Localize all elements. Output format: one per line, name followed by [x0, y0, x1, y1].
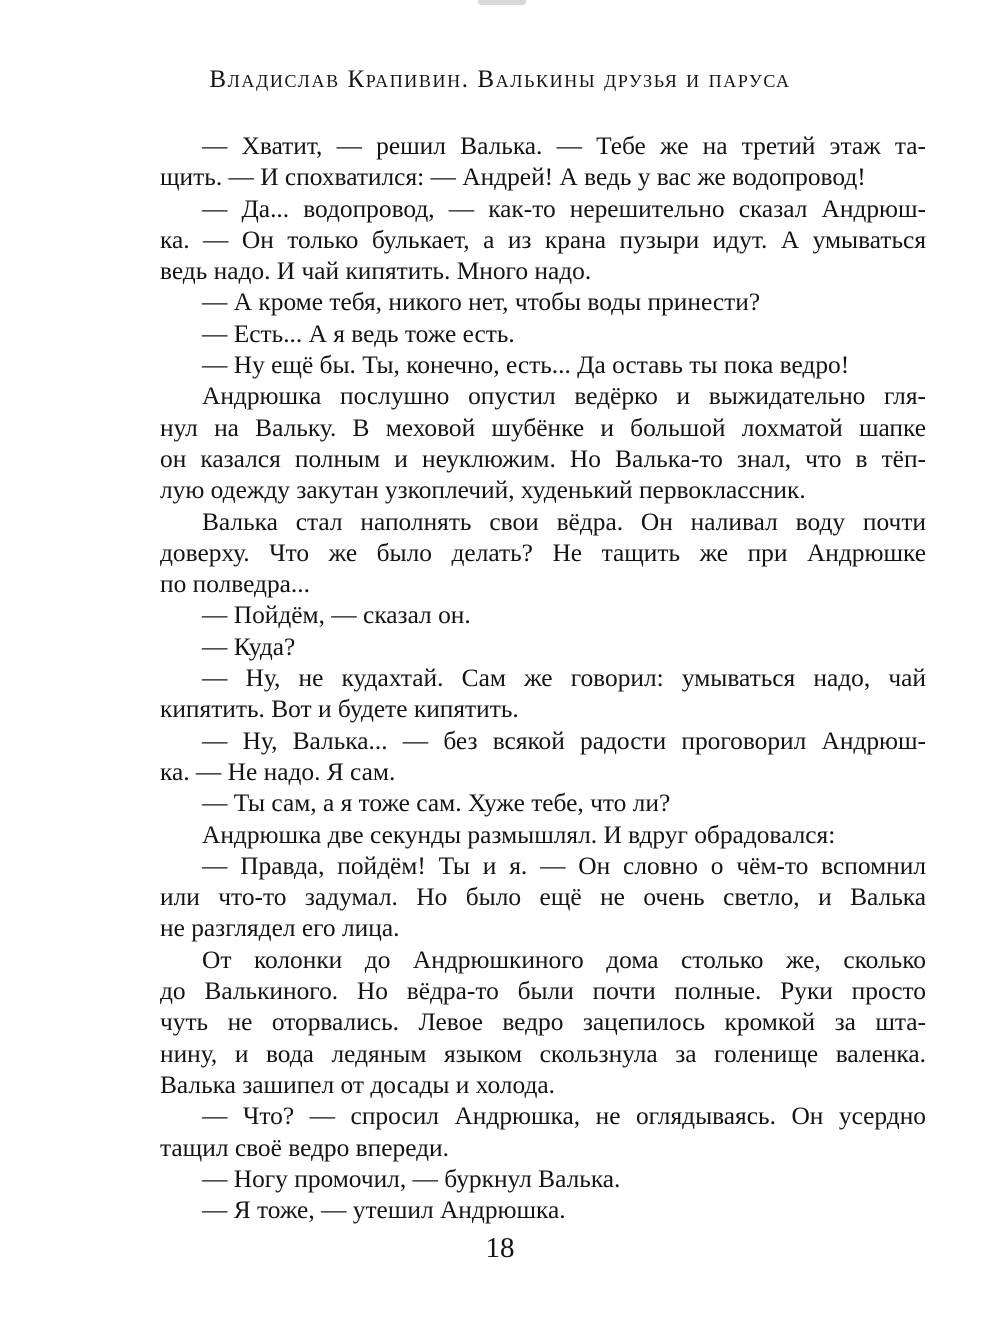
- text-line: ка. — Он только булькает, а из крана пузыри идут. А умываться: [160, 225, 926, 254]
- text-line: лую одежду закутан узкоплечий, худенький первоклассник.: [160, 476, 806, 505]
- text-line: — Пойдём, — сказал он.: [202, 601, 471, 630]
- text-line: От колонки до Андрюшкиного дома столько же, сколько: [202, 945, 926, 974]
- text-line: ка. — Не надо. Я сам.: [160, 757, 396, 786]
- text-line: — Правда, пойдём! Ты и я. — Он словно о чём-то вспомнил: [202, 851, 926, 880]
- text-line: не разглядел его лица.: [160, 914, 400, 943]
- text-line: до Валькиного. Но вёдра-то были почти полные. Руки просто: [160, 977, 926, 1006]
- text-line: — Ну ещё бы. Ты, конечно, есть... Да оставь ты пока ведро!: [202, 351, 850, 380]
- text-line: Андрюшка две секунды размышлял. И вдруг обрадовался:: [202, 820, 836, 849]
- body-text: [160, 131, 926, 1226]
- text-line: ведь надо. И чай кипятить. Много надо.: [160, 257, 592, 286]
- running-head: Владислав Крапивин. Валькины друзья и паруса: [209, 66, 791, 93]
- text-line: — Что? — спросил Андрюшка, не оглядываясь. Он усердно: [202, 1102, 926, 1131]
- text-line: — Ты сам, а я тоже сам. Хуже тебе, что ли?: [202, 789, 671, 818]
- text-line: — Я тоже, — утешил Андрюшка.: [202, 1196, 566, 1225]
- text-line: Андрюшка послушно опустил ведёрко и выжидательно гля-: [202, 382, 926, 411]
- text-line: или что-то задумал. Но было ещё не очень светло, и Валька: [160, 883, 926, 912]
- text-line: — Ну, не кудахтай. Сам же говорил: умываться надо, чай: [202, 664, 926, 693]
- text-line: — Ногу промочил, — буркнул Валька.: [202, 1164, 621, 1193]
- text-line: — Ну, Валька... — без всякой радости проговорил Андрюш-: [202, 726, 926, 755]
- page-top-mark: [478, 0, 526, 5]
- text-line: щить. — И спохватился: — Андрей! А ведь у вас же водопровод!: [160, 163, 866, 192]
- page-number: 18: [485, 1232, 515, 1264]
- text-line: — Хватит, — решил Валька. — Тебе же на третий этаж та-: [202, 132, 926, 160]
- text-line: доверху. Что же было делать? Не тащить же при Андрюшке: [160, 538, 926, 567]
- text-line: он казался полным и неуклюжим. Но Валька-то знал, что в тёп-: [160, 444, 926, 473]
- text-line: нул на Вальку. В меховой шубёнке и большой лохматой шапке: [160, 413, 926, 442]
- text-line: кипятить. Вот и будете кипятить.: [160, 695, 519, 724]
- text-line: — Есть... А я ведь тоже есть.: [202, 319, 515, 348]
- text-line: — А кроме тебя, никого нет, чтобы воды принести?: [202, 288, 761, 317]
- text-line: нину, и вода ледяным языком скользнула за голенище валенка.: [160, 1039, 926, 1068]
- text-line: по полведра...: [160, 570, 310, 599]
- text-line: — Да... водопровод, — как-то нерешительно сказал Андрюш-: [202, 194, 926, 223]
- text-line: тащил своё ведро впереди.: [160, 1133, 449, 1162]
- text-line: Валька зашипел от досады и холода.: [160, 1070, 555, 1099]
- text-line: — Куда?: [202, 632, 296, 661]
- text-line: Валька стал наполнять свои вёдра. Он наливал воду почти: [202, 507, 926, 536]
- text-line: чуть не оторвались. Левое ведро зацепилось кромкой за шта-: [160, 1008, 926, 1037]
